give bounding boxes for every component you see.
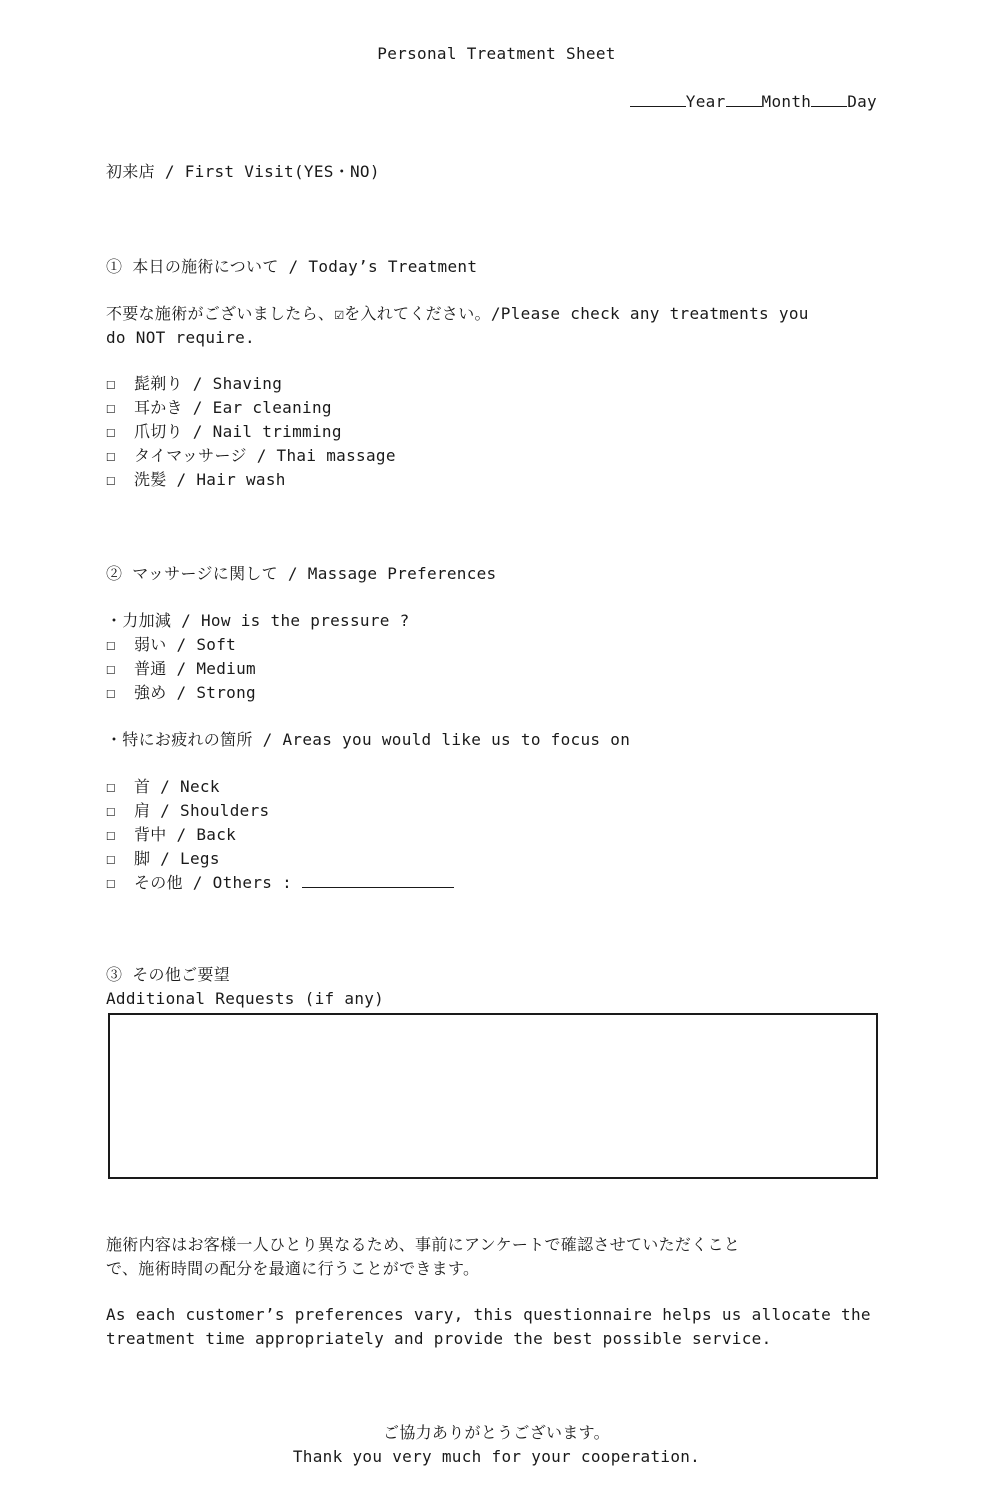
area-option-others[interactable] bbox=[106, 872, 454, 894]
treatment-option[interactable] bbox=[106, 397, 332, 419]
checkbox-icon[interactable]: ☐ bbox=[106, 873, 116, 892]
option-label: 肩 / Shoulders bbox=[133, 801, 270, 820]
option-label: タイマッサージ / Thai massage bbox=[133, 446, 396, 465]
option-label: 強め / Strong bbox=[133, 683, 256, 702]
section3-heading: ③ その他ご要望 bbox=[106, 965, 231, 984]
thanks-en: Thank you very much for your cooperation. bbox=[292, 1447, 701, 1466]
note-jp-line2: で、施術時間の配分を最適に行うことができます。 bbox=[106, 1259, 480, 1278]
option-label: 普通 / Medium bbox=[133, 659, 256, 678]
checkbox-icon[interactable]: ☐ bbox=[106, 470, 116, 489]
option-label: 耳かき / Ear cleaning bbox=[133, 398, 332, 417]
day-label: Day bbox=[847, 92, 877, 111]
year-label: Year bbox=[685, 92, 726, 111]
note-en-line2: treatment time appropriately and provide the best possible service. bbox=[106, 1329, 772, 1348]
option-label: 髭剃り / Shaving bbox=[133, 374, 283, 393]
area-option[interactable] bbox=[106, 824, 236, 846]
year-blank[interactable] bbox=[630, 90, 686, 107]
area-option[interactable] bbox=[106, 800, 269, 822]
note-en-line1: As each customer’s preferences vary, this questionnaire helps us allocate the bbox=[106, 1305, 871, 1324]
checkbox-icon[interactable]: ☐ bbox=[106, 374, 116, 393]
option-label: 洗髪 / Hair wash bbox=[133, 470, 286, 489]
option-label: 首 / Neck bbox=[133, 777, 220, 796]
checkbox-icon[interactable]: ☐ bbox=[106, 777, 116, 796]
date-line bbox=[630, 90, 877, 113]
pressure-option[interactable] bbox=[106, 658, 256, 680]
checkbox-icon[interactable]: ☐ bbox=[106, 849, 116, 868]
checkbox-icon[interactable]: ☐ bbox=[106, 422, 116, 441]
option-label: 弱い / Soft bbox=[133, 635, 237, 654]
section3-subheading: Additional Requests (if any) bbox=[106, 989, 385, 1008]
section2-heading: ② マッサージに関して / Massage Preferences bbox=[106, 564, 497, 583]
pressure-question: ・力加減 / How is the pressure ? bbox=[106, 611, 410, 630]
additional-requests-box[interactable] bbox=[108, 1013, 878, 1179]
checkbox-icon[interactable]: ☐ bbox=[106, 801, 116, 820]
checkbox-icon[interactable]: ☐ bbox=[106, 683, 116, 702]
option-label: 爪切り / Nail trimming bbox=[133, 422, 342, 441]
area-option[interactable] bbox=[106, 848, 220, 870]
section1-instruction-line2: do NOT require. bbox=[106, 328, 255, 347]
option-label: 脚 / Legs bbox=[133, 849, 220, 868]
treatment-option[interactable] bbox=[106, 373, 282, 395]
area-option[interactable] bbox=[106, 776, 220, 798]
first-visit-line: 初来店 / First Visit(YES・NO) bbox=[106, 162, 380, 181]
section1-instruction-line1: 不要な施術がございましたら、☑を入れてください。/Please check any treatments you bbox=[106, 304, 809, 323]
treatment-option[interactable] bbox=[106, 469, 286, 491]
treatment-option[interactable] bbox=[106, 445, 396, 467]
section1-heading: ① 本日の施術について / Today’s Treatment bbox=[106, 257, 478, 276]
areas-question: ・特にお疲れの箇所 / Areas you would like us to focus on bbox=[106, 730, 631, 749]
checkbox-icon[interactable]: ☐ bbox=[106, 398, 116, 417]
option-label: 背中 / Back bbox=[133, 825, 237, 844]
checkbox-icon[interactable]: ☐ bbox=[106, 446, 116, 465]
thanks-jp: ご協力ありがとうございます。 bbox=[383, 1423, 610, 1442]
pressure-option[interactable] bbox=[106, 634, 236, 656]
month-label: Month bbox=[761, 92, 812, 111]
checkbox-icon[interactable]: ☐ bbox=[106, 825, 116, 844]
pressure-option[interactable] bbox=[106, 682, 256, 704]
day-blank[interactable] bbox=[811, 90, 847, 107]
page-title: Personal Treatment Sheet bbox=[377, 44, 616, 63]
treatment-option[interactable] bbox=[106, 421, 342, 443]
others-input[interactable] bbox=[302, 873, 454, 888]
checkbox-icon[interactable]: ☐ bbox=[106, 635, 116, 654]
note-jp-line1: 施術内容はお客様一人ひとり異なるため、事前にアンケートで確認させていただくこと bbox=[106, 1235, 741, 1254]
checkbox-icon[interactable]: ☐ bbox=[106, 659, 116, 678]
option-label: その他 / Others : bbox=[133, 873, 293, 892]
month-blank[interactable] bbox=[726, 90, 762, 107]
